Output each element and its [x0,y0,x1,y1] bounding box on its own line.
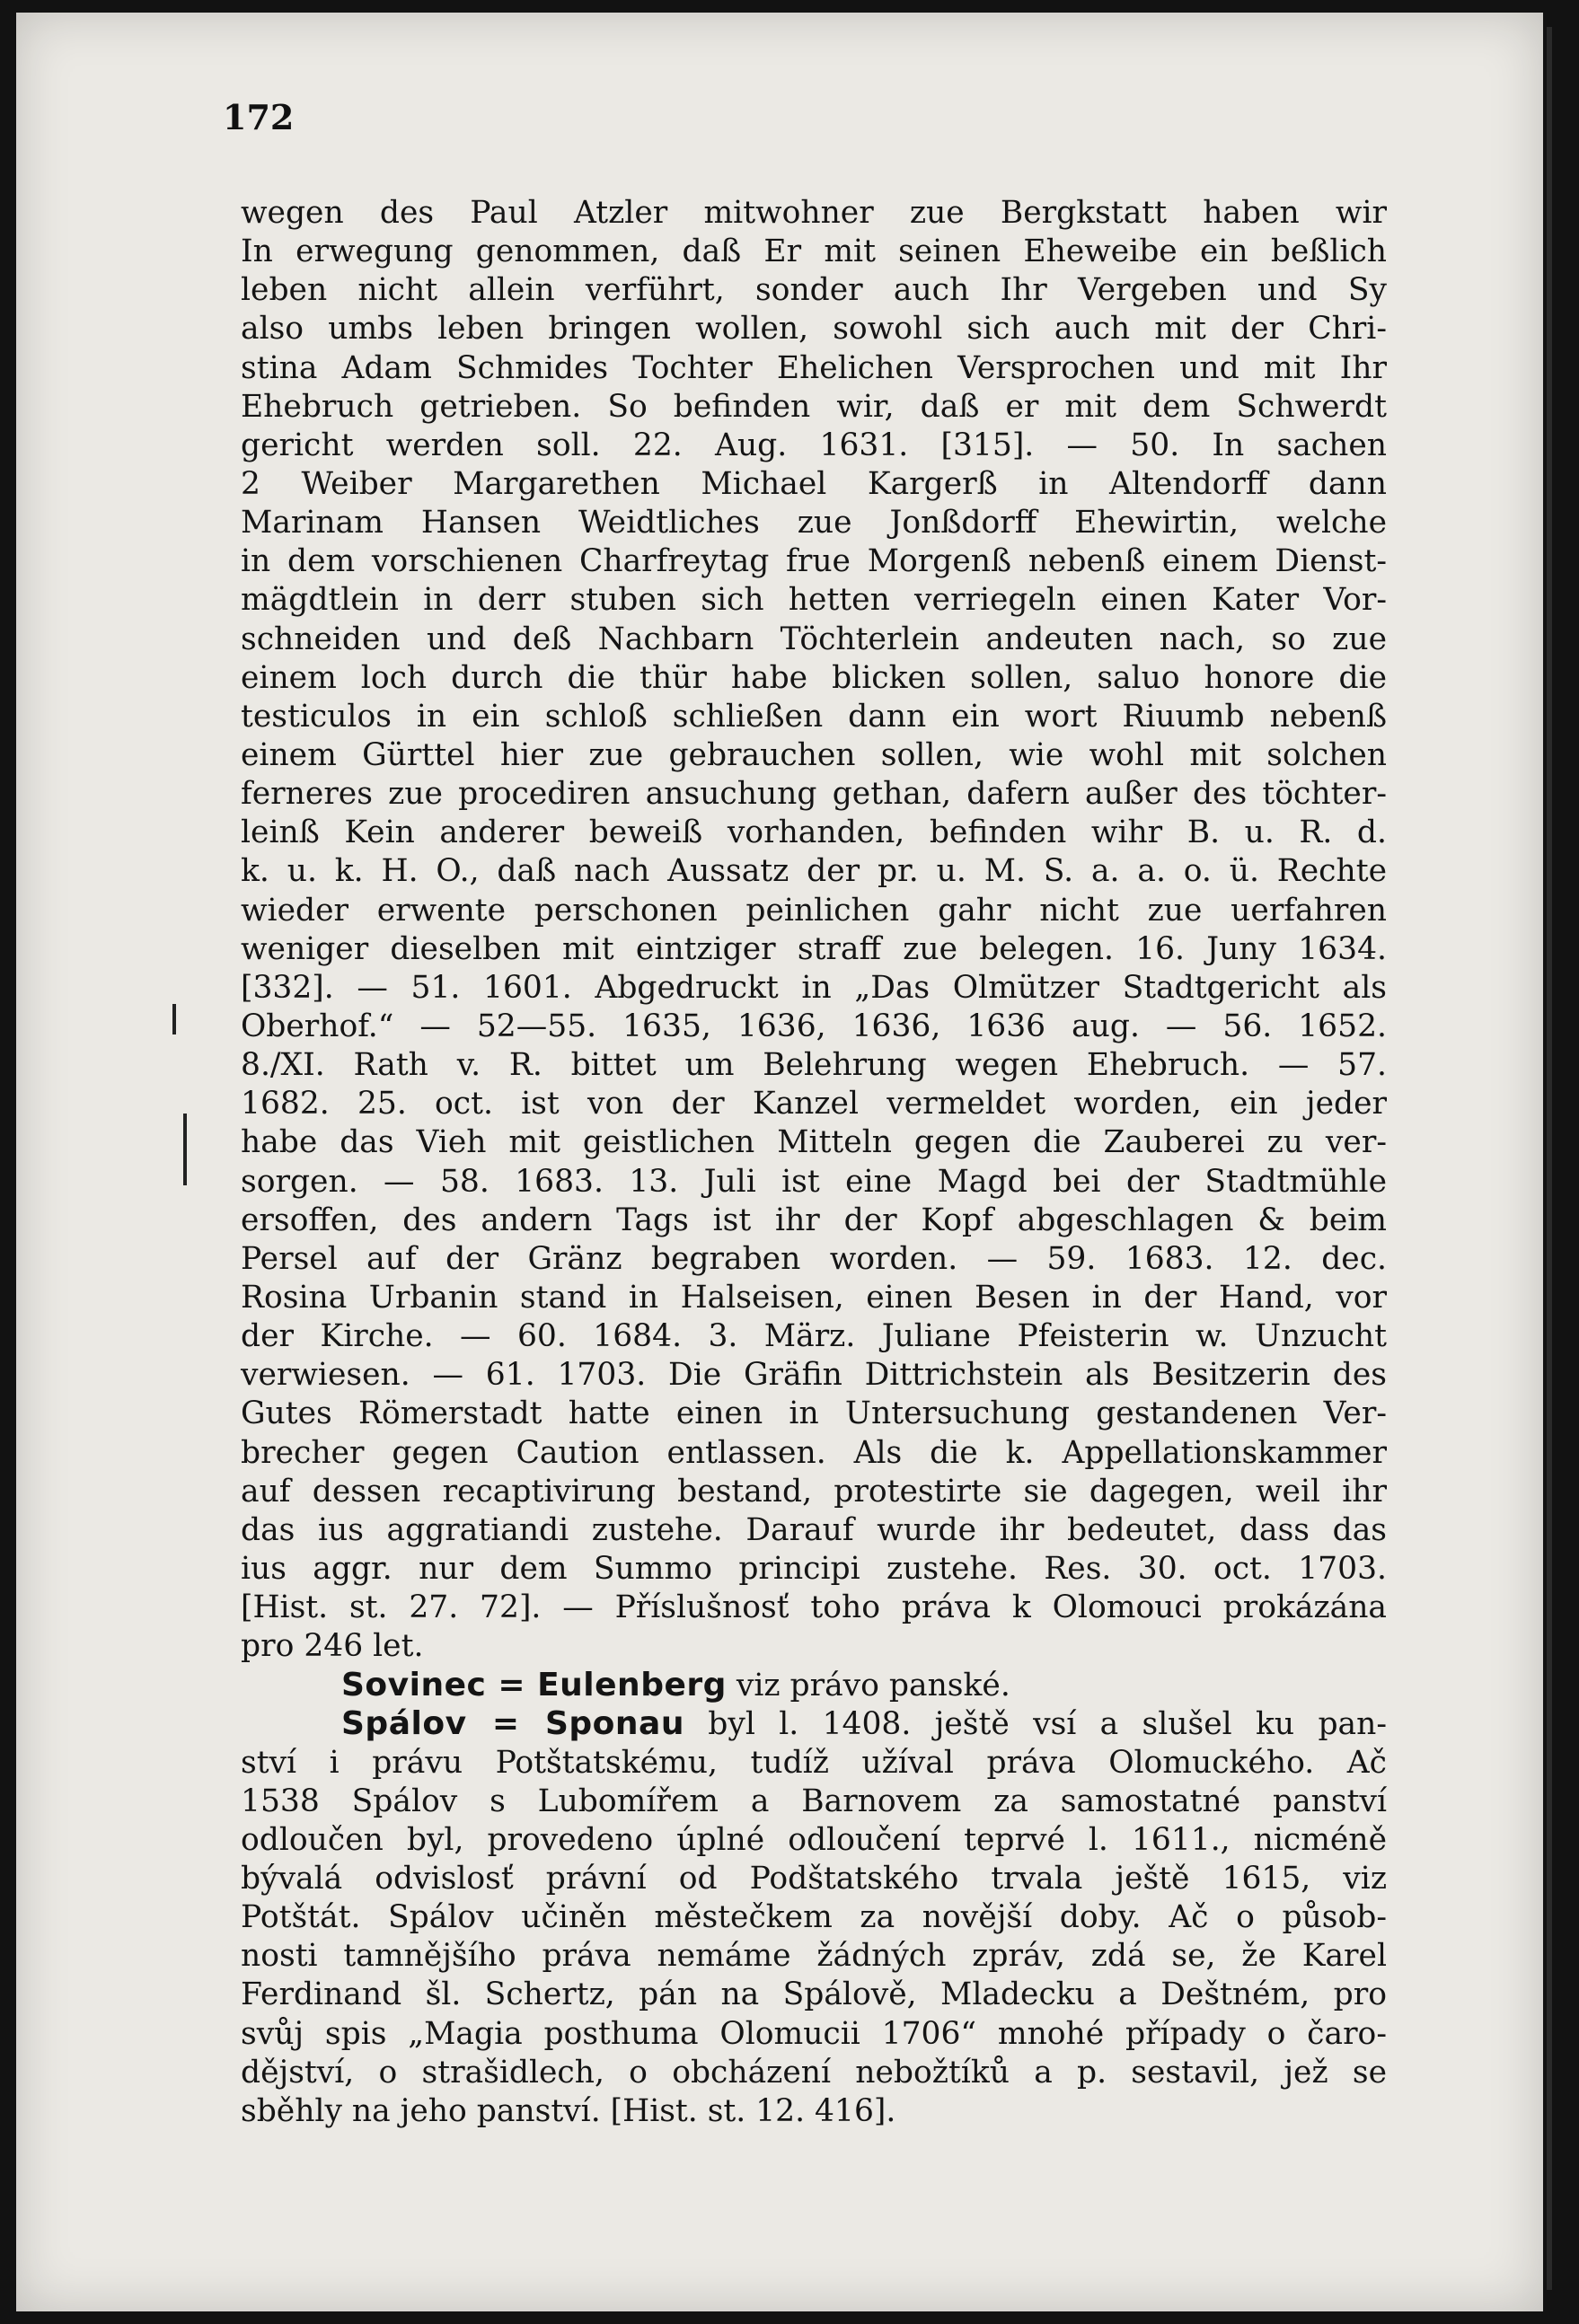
text-line: einem Gürttel hier zue gebrauchen sollen, wie wohl mit solchen [241,736,1387,773]
text-line: odloučen byl, provedeno úplné odloučení teprvé l. 1611., nicméně [241,1821,1387,1858]
text-line: nosti tamnějšího práva nemáme žádných zpráv, zdá se, že Karel [241,1938,1387,1975]
spalov-term: Spálov = Sponau [341,1705,684,1743]
text-line: stina Adam Schmides Tochter Ehelichen Versprochen und mit Ihr [241,349,1387,386]
text-line: Potštát. Spálov učiněn městečkem za novější doby. Ač o působ- [241,1899,1387,1936]
text-line: In erwegung genommen, daß Er mit seinen Eheweibe ein beßlich [241,233,1387,270]
text-line: das ius aggratiandi zustehe. Darauf wurde ihr bedeutet, dass das [241,1511,1387,1548]
text-line: sběhly na jeho panství. [Hist. st. 12. 416]. [241,2092,896,2129]
text-line: svůj spis „Magia posthuma Olomucii 1706“ mnohé případy o čaro- [241,2015,1387,2052]
text-line: weniger dieselben mit eintziger straff zue belegen. 16. Juny 1634. [241,930,1387,967]
text-line: 8./XI. Rath v. R. bittet um Belehrung wegen Ehebruch. — 57. [241,1047,1387,1084]
text-line: in dem vorschienen Charfreytag frue Morgenß nebenß einem Dienst- [241,543,1387,580]
text-line: der Kirche. — 60. 1684. 3. März. Juliane Pfeisterin w. Unzucht [241,1318,1387,1355]
text-line: Gutes Römerstadt hatte einen in Untersuchung gestandenen Ver- [241,1395,1387,1432]
text-line: ius aggr. nur dem Summo principi zustehe. Res. 30. oct. 1703. [241,1550,1387,1587]
text-line: ersoffen, des andern Tags ist ihr der Kopf abgeschlagen & beim [241,1202,1387,1238]
text-line: 1682. 25. oct. ist von der Kanzel vermeldet worden, ein jeder [241,1086,1387,1122]
text-line: schneiden und deß Nachbarn Töchterlein andeuten nach, so zue [241,621,1387,657]
spalov-entry [241,1704,1387,1743]
text-line: verwiesen. — 61. 1703. Die Gräfin Dittrichstein als Besitzerin des [241,1357,1387,1394]
text-line: Persel auf der Gränz begraben worden. — 59. 1683. 12. dec. [241,1240,1387,1277]
text-line: Rosina Urbanin stand in Halseisen, einen Besen in der Hand, vor [241,1279,1387,1316]
text-line: brecher gegen Caution entlassen. Als die k. Appellationskammer [241,1434,1387,1471]
text-line: k. u. k. H. O., daß nach Aussatz der pr. u. M. S. a. a. o. ü. Rechte [241,853,1387,890]
sovinec-text: viz právo panské. [726,1668,1010,1704]
text-line: auf dessen recaptivirung bestand, protestirte sie dagegen, weil ihr [241,1473,1387,1510]
text-line: testiculos in ein schloß schließen dann ein wort Riuumb nebenß [241,698,1387,735]
text-line: sorgen. — 58. 1683. 13. Juli ist eine Magd bei der Stadtmühle [241,1163,1387,1200]
text-line: wieder erwente perschonen peinlichen gahr nicht zue uerfahren [241,892,1387,929]
text-line: Marinam Hansen Weidtliches zue Jonßdorff Ehewirtin, welche [241,505,1387,541]
text-line: 2 Weiber Margarethen Michael Kargerß in Altendorff dann [241,465,1387,502]
margin-mark [183,1114,187,1185]
body-text [241,194,1387,2131]
spalov-paragraph [241,1744,1387,2092]
margin-mark [172,1004,176,1034]
text-line: einem loch durch die thür habe blicken sollen, saluo honore die [241,659,1387,696]
text-line: Ehebruch getrieben. So befinden wir, daß er mit dem Schwerdt [241,388,1387,425]
text-line: ferneres zue procediren ansuchung gethan, dafern außer des töchter- [241,776,1387,813]
text-line: pro 246 let. [241,1628,424,1665]
text-line: ství i právu Potštatskému, tudíž užíval práva Olomuckého. Ač [241,1744,1387,1781]
text-line: 1538 Spálov s Lubomířem a Barnovem za samostatné panství [241,1783,1387,1819]
text-line: Oberhof.“ — 52—55. 1635, 1636, 1636, 1636 aug. — 56. 1652. [241,1008,1387,1044]
text-line: bývalá odvislosť právní od Podštatského trvala ještě 1615, viz [241,1861,1387,1897]
sovinec-entry [241,1666,1387,1704]
text-line: wegen des Paul Atzler mitwohner zue Bergkstatt haben wir [241,195,1387,231]
spalov-text: byl l. 1408. ještě vsí a slušel ku pan- [684,1706,1387,1743]
text-line: [332]. — 51. 1601. Abgedruckt in „Das Olmützer Stadtgericht als [241,969,1387,1006]
text-line: mägdtlein in derr stuben sich hetten verriegeln einen Kater Vor- [241,582,1387,619]
text-line: gericht werden soll. 22. Aug. 1631. [315]. — 50. In sachen [241,427,1387,463]
text-line: [Hist. st. 27. 72]. — Příslušnosť toho práva k Olomouci prokázána [241,1589,1387,1626]
main-paragraph [241,194,1387,1627]
page-edge-shadow [1547,27,1552,2290]
page-number: 172 [223,97,295,137]
text-line: leinß Kein anderer beweiß vorhanden, befinden wihr B. u. R. d. [241,814,1387,851]
text-line: also umbs leben bringen wollen, sowohl sich auch mit der Chri- [241,311,1387,348]
text-line: dějství, o strašidlech, o obcházení nebožtíků a p. sestavil, jež se [241,2054,1387,2091]
text-line: Ferdinand šl. Schertz, pán na Spálově, Mladecku a Deštném, pro [241,1976,1387,2013]
text-line: habe das Vieh mit geistlichen Mitteln gegen die Zauberei zu ver- [241,1124,1387,1161]
text-line: leben nicht allein verführt, sonder auch Ihr Vergeben und Sy [241,272,1387,309]
sovinec-term: Sovinec = Eulenberg [341,1667,727,1704]
